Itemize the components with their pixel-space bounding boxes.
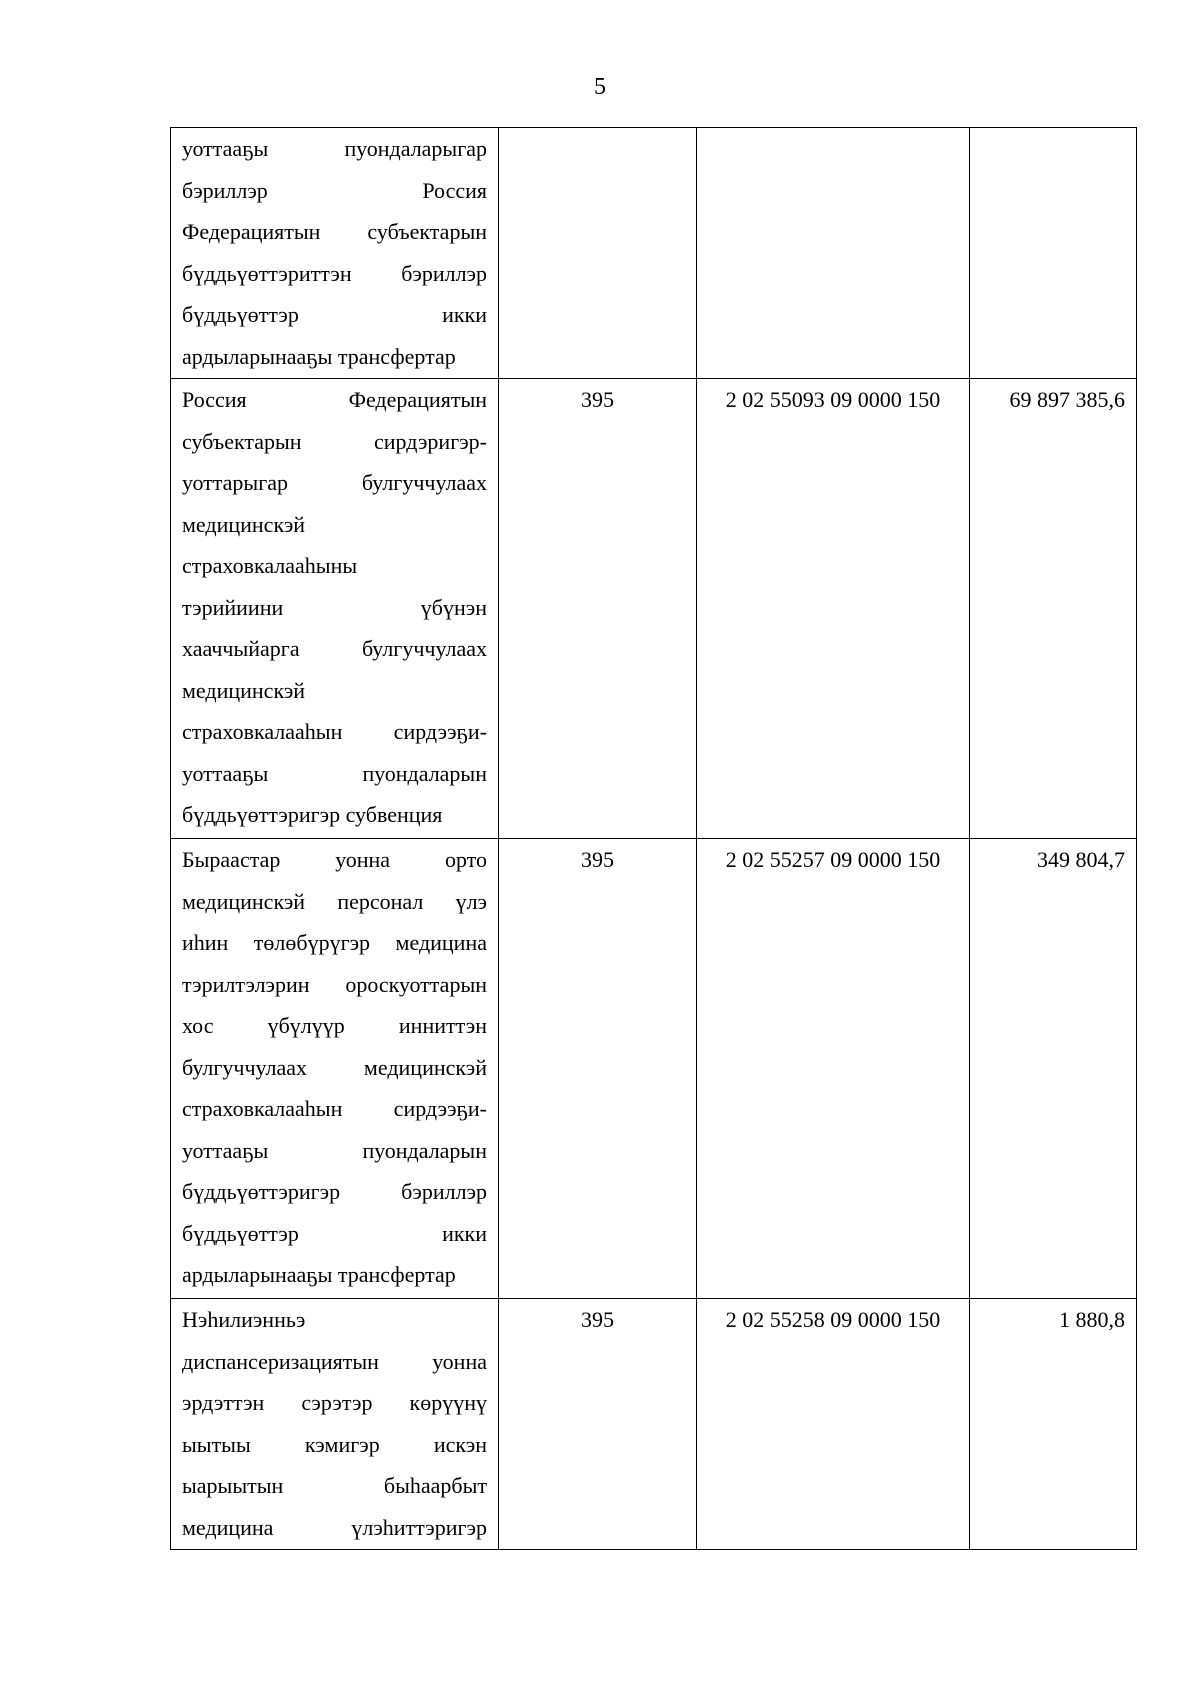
row-description xyxy=(171,1299,499,1550)
description-line: ыарыытын быһаарбыт xyxy=(182,1473,487,1498)
description-line: Быраастар уонна орто xyxy=(182,847,487,872)
description-line: тэрийиини үбүнэн xyxy=(182,594,487,620)
description-line: субъектарын сирдэригэр- xyxy=(182,428,487,454)
budget-code-cell: 2 02 55257 09 0000 150 xyxy=(697,839,970,1299)
description-line: ыытыы кэмигэр искэн xyxy=(182,1431,487,1457)
budget-table xyxy=(170,127,1137,1550)
admin-code-cell: 395 xyxy=(499,379,697,839)
admin-code-cell: 395 xyxy=(499,1299,697,1550)
table-row xyxy=(171,839,1137,1299)
description-line: медицинскэй персонал үлэ xyxy=(182,888,487,914)
description-line: диспансеризациятын уонна xyxy=(182,1348,487,1374)
description-line: иһин төлөбүрүгэр медицина xyxy=(182,930,487,955)
description-line: бүддьүөттэригэр субвенция xyxy=(182,802,443,827)
description-line: ардыларынааҕы трансфертар xyxy=(182,343,456,369)
description-line: Федерациятын субъектарын xyxy=(182,219,487,244)
description-line: страховкалааһын сирдээҕи- xyxy=(182,719,487,744)
table-row xyxy=(171,379,1137,839)
budget-code-cell: 2 02 55093 09 0000 150 xyxy=(697,379,970,839)
description-line: медицинскэй xyxy=(182,677,306,703)
table-row xyxy=(171,128,1137,379)
budget-code-cell: 2 02 55258 09 0000 150 xyxy=(697,1299,970,1550)
table-row xyxy=(171,1299,1137,1550)
description-line: уоттааҕы пуондаларын xyxy=(182,760,487,786)
budget-code-cell xyxy=(697,128,970,379)
description-line: страховкалааһыны xyxy=(182,553,358,578)
description-line: уоттарыгар булгуччулаах xyxy=(182,470,487,495)
description-line: уоттааҕы пуондаларыгар xyxy=(182,136,487,161)
description-line: бүддьүөттэр икки xyxy=(182,302,487,327)
admin-code-cell: 395 xyxy=(499,839,697,1299)
description-line: страховкалааһын сирдээҕи- xyxy=(182,1096,487,1121)
page-number: 5 xyxy=(594,74,606,100)
row-description xyxy=(171,379,499,839)
description-line: уоттааҕы пуондаларын xyxy=(182,1137,487,1163)
description-line: эрдэттэн сэрэтэр көрүүнү xyxy=(182,1390,487,1415)
row-description xyxy=(171,839,499,1299)
description-line: бүддьүөттэриттэн бэриллэр xyxy=(182,260,487,286)
amount-cell: 349 804,7 xyxy=(970,839,1137,1299)
description-line: Россия Федерациятын xyxy=(182,387,487,412)
amount-cell: 69 897 385,6 xyxy=(970,379,1137,839)
description-line: Нэһилиэнньэ xyxy=(182,1307,306,1332)
description-line: бүддьүөттэр икки xyxy=(182,1220,487,1246)
description-line: ардыларынааҕы трансфертар xyxy=(182,1262,456,1287)
description-line: бэриллэр Россия xyxy=(182,177,487,203)
description-line: медицинскэй xyxy=(182,511,306,537)
description-line: булгуччулаах медицинскэй xyxy=(182,1054,487,1080)
description-line: хос үбүлүүр инниттэн xyxy=(182,1013,487,1038)
description-line: медицина үлэһиттэригэр xyxy=(182,1514,487,1540)
description-line: тэрилтэлэрин ороскуоттарын xyxy=(182,971,487,997)
row-description xyxy=(171,128,499,379)
amount-cell xyxy=(970,128,1137,379)
description-line: хааччыйарга булгуччулаах xyxy=(182,636,487,661)
description-line: бүддьүөттэригэр бэриллэр xyxy=(182,1179,487,1204)
admin-code-cell xyxy=(499,128,697,379)
amount-cell: 1 880,8 xyxy=(970,1299,1137,1550)
